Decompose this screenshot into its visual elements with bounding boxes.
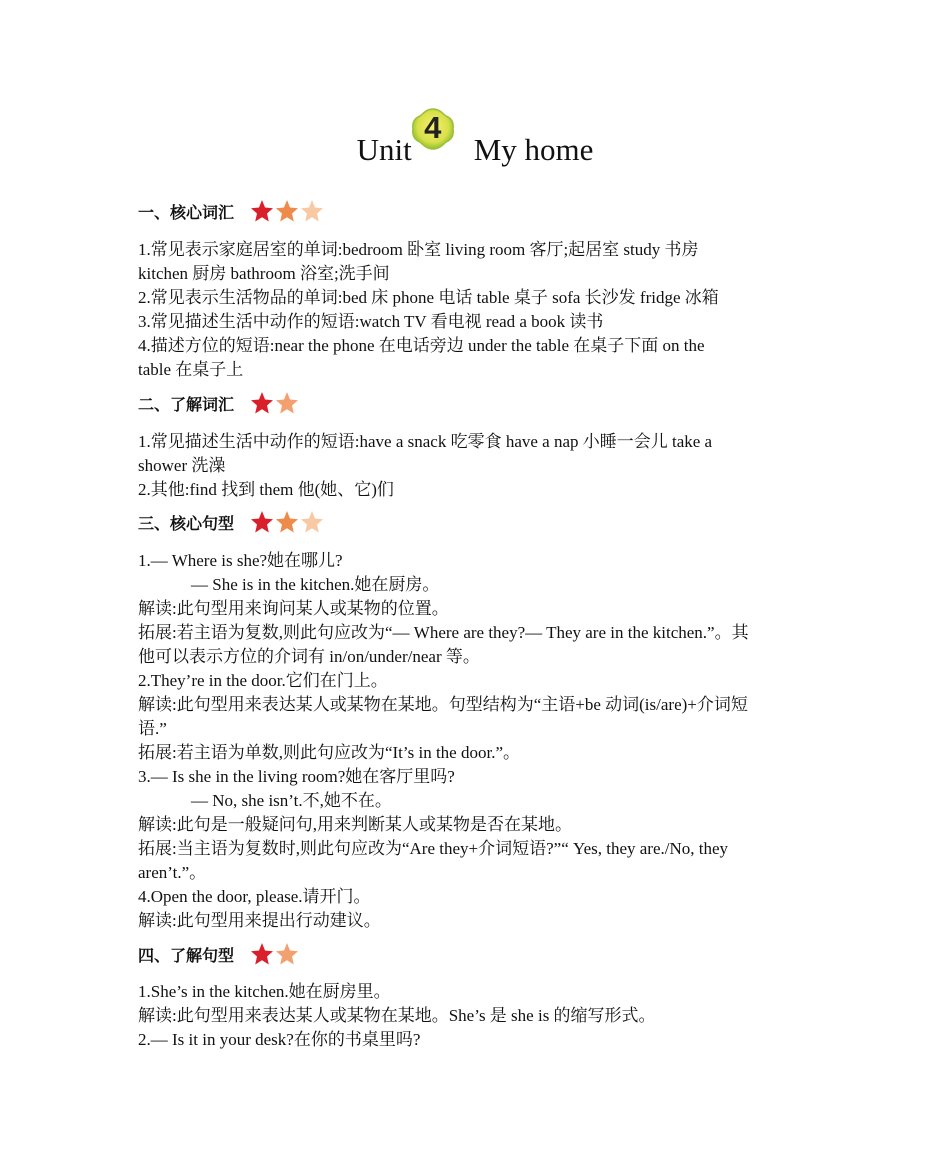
star-icon <box>250 510 274 534</box>
text-line: 解读:此句型用来提出行动建议。 <box>138 911 381 930</box>
rating-stars <box>250 510 324 534</box>
text-line: kitchen 厨房 bathroom 浴室;洗手间 <box>138 264 390 283</box>
section-heading-text: 四、了解句型 <box>138 945 235 965</box>
text-line: 4.描述方位的短语:near the phone 在电话旁边 under the table 在桌子下面 on the <box>138 336 705 355</box>
section-body <box>138 238 818 382</box>
text-line: 解读:此句型用来询问某人或某物的位置。 <box>138 599 449 618</box>
rating-stars <box>250 391 299 415</box>
star-icon <box>275 199 299 223</box>
text-line: 他可以表示方位的介词有 in/on/under/near 等。 <box>138 647 480 666</box>
star-icon <box>250 199 274 223</box>
text-line: aren’t.”。 <box>138 863 207 882</box>
star-icon <box>275 510 299 534</box>
text-line: 2.They’re in the door.它们在门上。 <box>138 671 388 690</box>
text-line: 解读:此句是一般疑问句,用来判断某人或某物是否在某地。 <box>138 815 572 834</box>
section-heading-text: 一、核心词汇 <box>138 202 235 222</box>
section-body <box>138 980 818 1052</box>
star-icon <box>250 391 274 415</box>
text-line: 1.— Where is she?她在哪儿? <box>138 551 343 570</box>
title-prefix: Unit <box>356 132 412 167</box>
unit-number-badge <box>410 110 456 164</box>
section-heading-text: 二、了解词汇 <box>138 394 235 414</box>
section-body <box>138 549 818 933</box>
text-line: 拓展:当主语为复数时,则此句应改为“Are they+介词短语?”“ Yes, they are./No, they <box>138 839 729 858</box>
title-suffix: My home <box>473 132 594 167</box>
text-line: 拓展:若主语为复数,则此句应改为“— Where are they?— They are in the kitchen.”。其 <box>138 623 749 642</box>
section-heading-core-sentences <box>138 510 324 534</box>
section-heading-core-vocabulary <box>138 199 324 223</box>
text-line: 3.常见描述生活中动作的短语:watch TV 看电视 read a book 读书 <box>138 312 604 331</box>
text-line: 1.常见描述生活中动作的短语:have a snack 吃零食 have a nap 小睡一会儿 take a <box>138 432 713 451</box>
text-line: 2.其他:find 找到 them 他(她、它)们 <box>138 480 394 499</box>
star-icon <box>250 942 274 966</box>
text-line: 2.— Is it in your desk?在你的书桌里吗? <box>138 1030 421 1049</box>
star-icon <box>300 199 324 223</box>
text-line: 解读:此句型用来表达某人或某物在某地。句型结构为“主语+be 动词(is/are)+介词短 <box>138 695 748 714</box>
rating-stars <box>250 942 299 966</box>
section-heading-extended-vocabulary <box>138 391 299 415</box>
text-line: shower 洗澡 <box>138 456 226 475</box>
text-line: 语.” <box>138 719 167 738</box>
page-title <box>0 110 950 170</box>
section-heading-text: 三、核心句型 <box>138 513 235 533</box>
text-line: 解读:此句型用来表达某人或某物在某地。She’s 是 she is 的缩写形式。 <box>138 1006 656 1025</box>
rating-stars <box>250 199 324 223</box>
star-icon <box>300 510 324 534</box>
text-line: 3.— Is she in the living room?她在客厅里吗? <box>138 767 455 786</box>
section-heading-extended-sentences <box>138 942 299 966</box>
text-line: 1.常见表示家庭居室的单词:bedroom 卧室 living room 客厅;起居室 study 书房 <box>138 240 699 259</box>
text-line: 1.She’s in the kitchen.她在厨房里。 <box>138 982 391 1001</box>
unit-number: 4 <box>424 110 442 145</box>
star-icon <box>275 942 299 966</box>
text-line: — No, she isn’t.不,她不在。 <box>191 791 392 810</box>
text-line: 2.常见表示生活物品的单词:bed 床 phone 电话 table 桌子 sofa 长沙发 fridge 冰箱 <box>138 288 719 307</box>
text-line: 4.Open the door, please.请开门。 <box>138 887 371 906</box>
text-line: table 在桌子上 <box>138 360 244 379</box>
text-line: — She is in the kitchen.她在厨房。 <box>191 575 440 594</box>
star-icon <box>275 391 299 415</box>
section-body <box>138 430 818 502</box>
text-line: 拓展:若主语为单数,则此句应改为“It’s in the door.”。 <box>138 743 521 762</box>
